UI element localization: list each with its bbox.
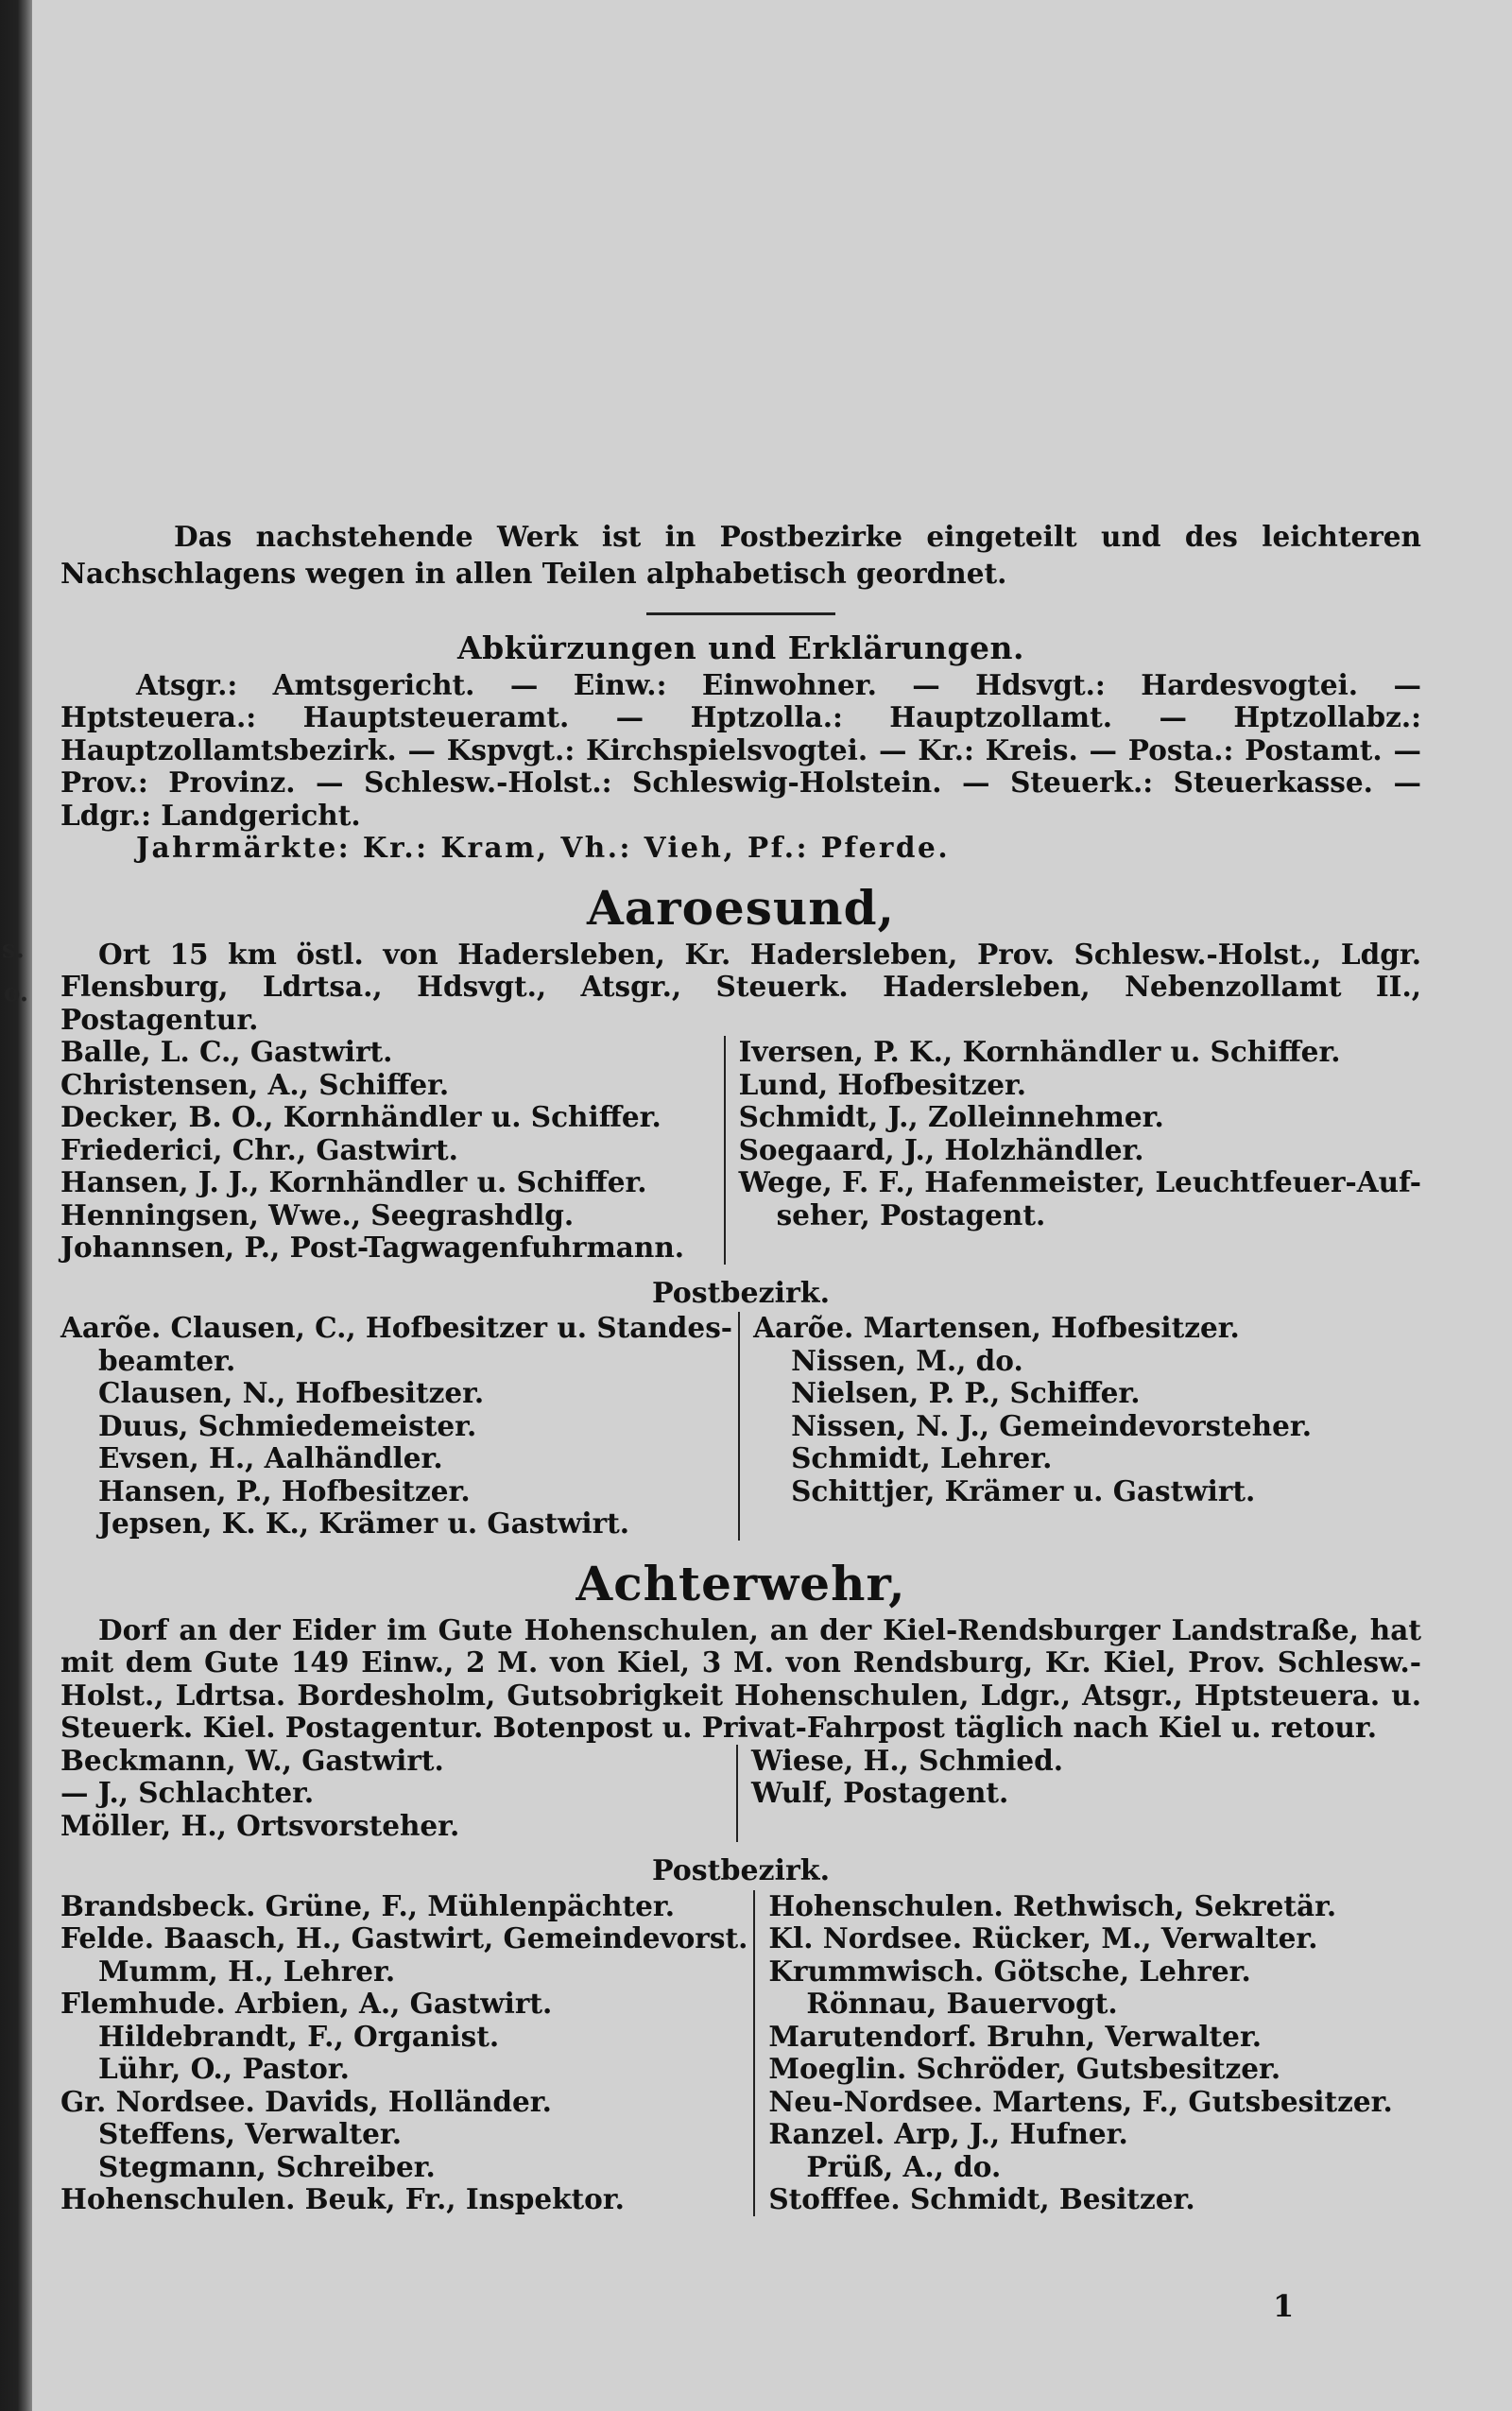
list-item: Stofffee. Schmidt, Besitzer.: [768, 2182, 1195, 2215]
list-item: Lühr, O., Pastor.: [98, 2052, 350, 2085]
right-column: [740, 1312, 1421, 1541]
list-item: Mumm, H., Lehrer.: [98, 1954, 396, 1988]
list-item: Schittjer, Krämer u. Gastwirt.: [791, 1473, 1256, 1507]
left-column: [60, 1312, 740, 1541]
list-item: Hansen, P., Hofbesitzer.: [98, 1473, 471, 1507]
list-item: Krummwisch. Götsche, Lehrer.: [768, 1954, 1251, 1988]
list-item: Aarõe. Martensen, Hofbesitzer.: [753, 1311, 1240, 1344]
list-item: Ranzel. Arp, J., Hufner.: [768, 2117, 1128, 2150]
list-item: Möller, H., Ortsvorsteher.: [60, 1808, 460, 1842]
list-item: Balle, L. C., Gastwirt.: [60, 1035, 393, 1068]
list-item: Marutendorf. Bruhn, Verwalter.: [768, 2019, 1263, 2053]
list-item: Christensen, A., Schiffer.: [60, 1067, 450, 1101]
list-item: Aarõe. Clausen, C., Hofbesitzer u. Standes-: [60, 1311, 733, 1344]
place-title: Aaroesund,: [587, 879, 895, 936]
list-item: Hansen, J. J., Kornhändler u. Schiffer.: [60, 1165, 647, 1198]
abbreviations-markets: Jahrmärkte: Kr.: Kram, Vh.: Vieh, Pf.: Pferde.: [136, 831, 951, 864]
list-item: Prüß, A., do.: [806, 2149, 1002, 2183]
place-title: Achterwehr,: [576, 1555, 906, 1611]
list-item: Felde. Baasch, H., Gastwirt, Gemeindevorst.: [60, 1921, 748, 1955]
list-item: Wiese, H., Schmied.: [751, 1743, 1063, 1777]
list-item: Brandsbeck. Grüne, F., Mühlenpächter.: [60, 1888, 675, 1922]
left-column: [60, 1036, 726, 1265]
list-item: Wulf, Postagent.: [751, 1776, 1009, 1809]
right-column: [738, 1745, 1421, 1843]
right-column: [755, 1890, 1421, 2216]
list-item: Duus, Schmiedemeister.: [98, 1408, 477, 1442]
two-column-list: [60, 1312, 1421, 1541]
list-item: Nissen, M., do.: [791, 1343, 1023, 1377]
list-item: beamter.: [98, 1343, 236, 1377]
list-item: Clausen, N., Hofbesitzer.: [98, 1376, 485, 1409]
list-item: Iversen, P. K., Kornhändler u. Schiffer.: [738, 1035, 1341, 1068]
left-column: [60, 1890, 755, 2216]
list-item: Steffens, Verwalter.: [98, 2117, 402, 2150]
list-item: Evsen, H., Aalhändler.: [98, 1441, 443, 1474]
list-item: Hohenschulen. Beuk, Fr., Inspektor.: [60, 2182, 625, 2215]
abbreviations-title: Abkürzungen und Erklärungen.: [457, 629, 1024, 666]
intro-paragraph: Das nachstehende Werk ist in Postbezirke eingeteilt und des leichteren Nachschlagens wegen in allen Teilen alphabetisch geordnet.: [60, 520, 1421, 590]
right-column: [726, 1036, 1421, 1265]
list-item: Nielsen, P. P., Schiffer.: [791, 1376, 1141, 1409]
margin-mark-1: s.: [2, 936, 25, 964]
margin-mark-2: o.: [4, 979, 28, 1007]
list-item: Schmidt, Lehrer.: [791, 1441, 1053, 1474]
list-item: Neu-Nordsee. Martens, F., Gutsbesitzer.: [768, 2084, 1393, 2118]
list-item: — J., Schlachter.: [60, 1776, 315, 1809]
page-number: 1: [1273, 2288, 1295, 2324]
list-item: Lund, Hofbesitzer.: [738, 1067, 1027, 1101]
list-item: Beckmann, W., Gastwirt.: [60, 1743, 444, 1777]
list-item: Decker, B. O., Kornhändler u. Schiffer.: [60, 1100, 662, 1133]
list-item: Schmidt, J., Zolleinnehmer.: [738, 1100, 1164, 1133]
list-item: Gr. Nordsee. Davids, Holländer.: [60, 2084, 552, 2118]
list-item: Johannsen, P., Post-Tagwagenfuhrmann.: [60, 1231, 685, 1264]
two-column-list: [60, 1890, 1421, 2216]
list-item: Moeglin. Schröder, Gutsbesitzer.: [768, 2052, 1281, 2085]
list-item: Wege, F. F., Hafenmeister, Leuchtfeuer-Auf-: [738, 1165, 1421, 1198]
list-item: Stegmann, Schreiber.: [98, 2149, 436, 2183]
list-item: Nissen, N. J., Gemeindevorsteher.: [791, 1408, 1312, 1442]
list-item: Hohenschulen. Rethwisch, Sekretär.: [768, 1888, 1337, 1922]
two-column-list: [60, 1745, 1421, 1843]
list-item: Kl. Nordsee. Rücker, M., Verwalter.: [768, 1921, 1318, 1955]
list-item: Jepsen, K. K., Krämer u. Gastwirt.: [98, 1507, 630, 1540]
list-item: seher, Postagent.: [776, 1197, 1046, 1231]
left-column: [60, 1745, 738, 1843]
list-item: Soegaard, J., Holzhändler.: [738, 1132, 1144, 1166]
two-column-list: [60, 1036, 1421, 1265]
place-description: Ort 15 km östl. von Hadersleben, Kr. Hadersleben, Prov. Schlesw.-Holst., Ldgr. Flensburg, Ldrtsa., Hdsvgt., Atsgr., Steuerk. Hadersleben, Nebenzollamt II., Postagentur.: [60, 937, 1421, 1036]
abbreviations-body: Atsgr.: Amtsgericht. — Einw.: Einwohner. — Hdsvgt.: Hardesvogtei. — Hptsteuera.: Hauptsteueramt. — Hptzolla.: Hauptzollamt. — Hptzollabz.: Hauptzollamtsbezirk. — Kspvgt.: Kirchspielsvogtei. — Kr.: Kreis. — Posta.: Postamt. — Prov.: Provinz. — Schlesw.-Holst.: Schleswig-Holstein. — Steuerk.: Steuerkasse. — Ldgr.: Landgericht.: [60, 667, 1421, 832]
postbezirk-heading: Postbezirk.: [651, 1276, 831, 1310]
section-divider: [646, 612, 835, 615]
postbezirk-heading: Postbezirk.: [651, 1854, 831, 1887]
list-item: Flemhude. Arbien, A., Gastwirt.: [60, 1987, 553, 2020]
scan-binding-edge: [0, 0, 32, 2411]
places-list: [60, 880, 1421, 2216]
list-item: Hildebrandt, F., Organist.: [98, 2019, 500, 2053]
place-description: Dorf an der Eider im Gute Hohenschulen, an der Kiel-Rendsburger Landstraße, hat mit dem Gute 149 Einw., 2 M. von Kiel, 3 M. von Rendsburg, Kr. Kiel, Prov. Schlesw.-Holst., Ldrtsa. Bordesholm, Gutsobrigkeit Hohenschulen, Ldgr., Atsgr., Hptsteuera. u. Steuerk. Kiel. Postagentur. Botenpost u. Privat-Fahrpost täglich nach Kiel u. retour.: [60, 1612, 1421, 1744]
list-item: Henningsen, Wwe., Seegrashdlg.: [60, 1197, 575, 1231]
list-item: Friederici, Chr., Gastwirt.: [60, 1132, 458, 1166]
list-item: Rönnau, Bauervogt.: [806, 1987, 1118, 2020]
document-content: [60, 518, 1421, 2216]
